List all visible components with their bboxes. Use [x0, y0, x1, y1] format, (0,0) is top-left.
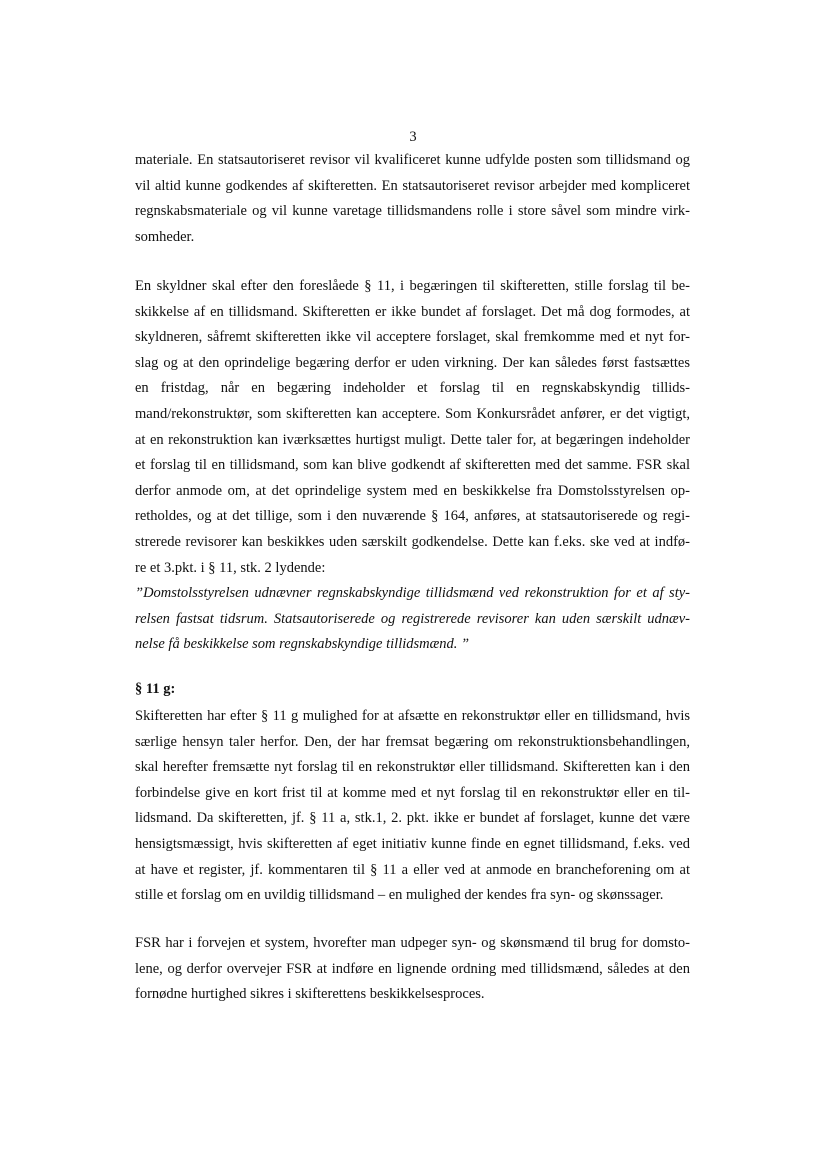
paragraph-statsautoriseret-revisor: [135, 148, 690, 250]
paragraph-skifteretten-afsaette: [135, 704, 690, 909]
text-line: vil altid kunne godkendes af skifteretten. En statsautoriseret revisor arbejder med kompliceret: [135, 177, 690, 194]
page-number: 3: [409, 129, 417, 145]
text-line: at en rekonstruktion kan iværksættes hurtigst muligt. Dette taler for, at begæringen indeholder: [135, 431, 690, 448]
paragraph-fsr-system: [135, 931, 690, 1008]
text-line: en fristdag, når en begæring indeholder et forslag til en regnskabskyndig tillids-: [135, 380, 690, 397]
text-line: fornødne hurtighed sikres i skifterettens beskikkelsesproces.: [135, 986, 485, 1003]
text-line: re et 3.pkt. i § 11, stk. 2 lydende:: [135, 559, 326, 576]
text-line: skyldneren, såfremt skifteretten ikke vil acceptere forslaget, skal fremkomme med et nyt for-: [135, 329, 690, 346]
text-line: lidsmand. Da skifteretten, jf. § 11 a, stk.1, 2. pkt. ikke er bundet af forslaget, kunne det være: [135, 810, 690, 827]
text-line: forbindelse give en kort frist til at komme med et nyt forslag til en rekonstruktør eller en til-: [135, 784, 690, 801]
text-line: retholdes, og at det tillige, som i den nuværende § 164, anføres, at statsautoriserede og regi-: [135, 508, 690, 525]
text-line: strerede revisorer kan beskikkes uden særskilt godkendelse. Dette kan f.eks. ske ved at indfø-: [135, 533, 690, 550]
text-line: FSR har i forvejen et system, hvorefter man udpeger syn- og skønsmænd til brug for domsto-: [135, 935, 690, 951]
text-line: at have et register, jf. kommentaren til § 11 a eller ved at anmode en brancheforening om at: [135, 861, 690, 878]
text-line: materiale. En statsautoriseret revisor vil kvalificeret kunne udfylde posten som tillidsmand og: [135, 152, 690, 168]
text-line: derfor anmode om, at det oprindelige system med en beskikkelse fra Domstolsstyrelsen op-: [135, 482, 690, 499]
quote-line: nelse få beskikkelse som regnskabskyndige tillidsmænd. ”: [135, 636, 470, 653]
text-line: mand/rekonstruktør, som skifteretten kan acceptere. Som Konkursrådet anfører, er det vigtigt,: [135, 405, 690, 422]
text-line: særlige hensyn taler herfor. Den, der har fremsat begæring om rekonstruktionsbehandlingen,: [135, 733, 690, 750]
quote-line: ”Domstolsstyrelsen udnævner regnskabskyndige tillidsmænd ved rekonstruktion for et af sty-: [135, 585, 690, 602]
text-line: En skyldner skal efter den foreslåede § 11, i begæringen til skifteretten, stille forslag til be-: [135, 278, 690, 294]
text-line: slag og at den oprindelige begæring derfor er uden virkning. Der kan således først fastsættes: [135, 354, 690, 371]
text-line: somheder.: [135, 228, 195, 245]
quote-line: relsen fastsat tidsrum. Statsautoriserede og registrerede revisorer kan uden særskilt udnæv-: [135, 610, 690, 627]
text-line: hensigtsmæssigt, hvis skifteretten af eget initiativ kunne finde en egnet tillidsmand, f.eks. ved: [135, 835, 690, 852]
text-line: skikkelse af en tillidsmand. Skifteretten er ikke bundet af forslaget. Det må dog formodes, at: [135, 303, 690, 320]
text-line: skal herefter fremsætte nyt forslag til en rekonstruktør eller tillidsmand. Skifteretten kan i den: [135, 759, 690, 776]
section-heading: § 11 g:: [135, 681, 176, 697]
text-line: Skifteretten har efter § 11 g mulighed for at afsætte en rekonstruktør eller en tillidsmand, hvis: [135, 708, 690, 724]
paragraph-skyldner-forslag: [135, 274, 690, 658]
text-line: lene, og derfor overvejer FSR at indføre en lignende ordning med tillidsmænd, således at den: [135, 960, 690, 977]
text-line: et forslag til en tillidsmand, som kan blive godkendt af skifteretten med det samme. FSR skal: [135, 457, 690, 474]
text-line: stille et forslag om en uvildig tillidsmand – en mulighed der kendes fra syn- og skønssager.: [135, 887, 664, 904]
text-line: regnskabsmateriale og vil kunne varetage tillidsmandens rolle i store såvel som mindre virk-: [135, 203, 690, 220]
